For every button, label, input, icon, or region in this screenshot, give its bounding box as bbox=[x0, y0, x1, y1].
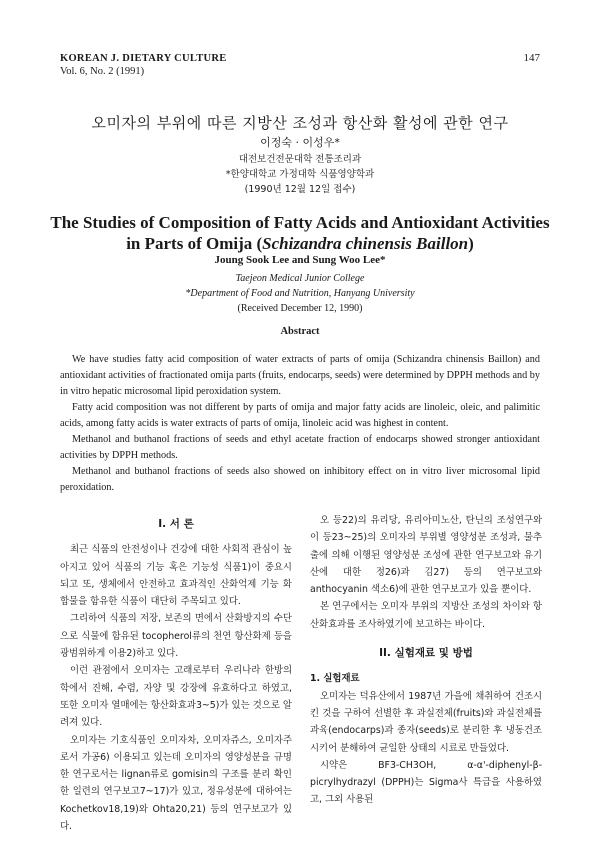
body-paragraph: 오 등22)의 유리당, 유리아미노산, 탄닌의 조성연구와 이 등23~25)의 오미자의 부위별 영양성분 조성과, 물추출에 의해 이행된 영양성분 조성에 관한 연구보고와 유기산에 대한 정26)과 김27) 등의 연구보고와 anthocyanin 색소6)에 관한 연구보고가 있을 뿐이다. bbox=[310, 515, 542, 596]
english-title-line-2 bbox=[40, 233, 560, 254]
abstract-paragraph-4: Methanol and buthanol fractions of seeds also showed on inhibitory effect on in vitro liver microsomal lipid peroxidation. bbox=[60, 466, 540, 493]
body-paragraph: 오미자는 덕유산에서 1987년 가을에 채취하여 건조시킨 것을 구하여 선별한 후 과실전체(fruits)와 과실전체를 과육(endocarps)과 종자(seeds)로 분리한 후 냉동건조시키어 분해하여 균일한 상태의 시료로 만들었다. bbox=[310, 690, 542, 754]
korean-affiliation-2: *한양대학교 가정대학 식품영양학과 bbox=[225, 169, 375, 180]
english-affiliations bbox=[40, 271, 560, 316]
abstract-heading: Abstract bbox=[280, 326, 320, 337]
section-heading-introduction: I. 서 론 bbox=[158, 518, 194, 530]
english-affiliation-2: *Department of Food and Nutrition, Hanyang University bbox=[185, 288, 415, 299]
title-text: in Parts of Omija ( bbox=[126, 234, 263, 253]
english-authors: Joung Sook Lee and Sung Woo Lee* bbox=[214, 254, 386, 266]
journal-name: KOREAN J. DIETARY CULTURE bbox=[60, 53, 227, 64]
subsection-heading-materials: 1. 실험재료 bbox=[310, 673, 360, 685]
body-column-left bbox=[60, 512, 292, 835]
body-paragraph: 시약은 BF3-CH3OH, α-α'-diphenyl-β-picrylhydrazyl (DPPH)는 Sigma사 특급을 사용하였고, 그외 사용된 bbox=[310, 759, 542, 806]
abstract-paragraph-2: Fatty acid composition was not different by parts of omija and major fatty acids are linoleic, oleic, and palimitic acids, among fatty acids is water extracts of parts of omija, linoleic acid was highest in content. bbox=[60, 402, 540, 429]
english-affiliation-1: Taejeon Medical Junior College bbox=[235, 273, 365, 284]
body-paragraph: 이런 관점에서 오미자는 고래로부터 우리나라 한방의학에서 진해, 수렴, 자양 및 강장에 유효하다고 하였고, 또한 오미자 열매에는 항산화효과3~5)가 있는 것으로 알려져 있다. bbox=[60, 665, 292, 729]
english-title-line-1: The Studies of Composition of Fatty Acids and Antioxidant Activities bbox=[50, 213, 550, 232]
abstract-body bbox=[60, 352, 540, 496]
spacer bbox=[310, 633, 542, 641]
body-paragraph: 오미자는 기호식품인 오미자차, 오미자쥬스, 오미자주로서 가공6) 이용되고 있는데 오미자의 영양성분을 규명한 연구로서는 lignan류로 gomisin의 구조를 분리 확인한 일련의 연구보고7~17)가 있고, 정유성분에 대하여는 Kochetkov18,19)와 Ohta20,21) 등의 연구보고가 있다. bbox=[60, 734, 292, 833]
korean-affiliations bbox=[40, 152, 560, 197]
section-heading-methods: II. 실험재료 및 방법 bbox=[379, 647, 473, 660]
title-text-end: ) bbox=[468, 234, 474, 253]
body-column-right bbox=[310, 512, 542, 809]
journal-header bbox=[60, 52, 227, 78]
english-title bbox=[40, 212, 560, 254]
body-paragraph: 최근 식품의 안전성이나 건강에 대한 사회적 관심이 높아지고 있어 식품의 기능 혹은 기능성 식품1)이 중요시 되고 또, 생체에서 안전하고 효과적인 산화억제 기능 화합물을 함유한 식품이 대단히 주목되고 있다. bbox=[60, 544, 292, 608]
page-number: 147 bbox=[523, 52, 540, 64]
korean-affiliation-1: 대전보건전문대학 전통조리과 bbox=[238, 154, 362, 165]
journal-volume: Vol. 6, No. 2 (1991) bbox=[60, 66, 145, 77]
english-received-date: (Received December 12, 1990) bbox=[237, 303, 363, 314]
korean-title: 오미자의 부위에 따른 지방산 조성과 항산화 활성에 관한 연구 bbox=[91, 114, 509, 132]
korean-received-date: (1990년 12월 12일 접수) bbox=[244, 184, 356, 195]
body-paragraph: 그리하여 식품의 저장, 보존의 면에서 산화방지의 수단으로 식물에 함유된 tocopherol류의 천연 항산화제 등을 광범위하게 이용2)하고 있다. bbox=[60, 613, 292, 660]
species-name: Schizandra chinensis Baillon bbox=[262, 234, 469, 253]
abstract-paragraph-3: Methanol and buthanol fractions of seeds and ethyl acetate fraction of endocarps showed stronger antioxidant activities by DPPH methods. bbox=[60, 434, 540, 461]
abstract-paragraph-1: We have studies fatty acid composition of water extracts of parts of omija (Schizandra chinensis Baillon) and antioxidant activities of fractionated omija parts (fruits, endocarps, seeds) were determined by DPPH methods and by in vitro hepatic microsomal lipid peroxidation system. bbox=[60, 354, 540, 397]
body-paragraph: 본 연구에서는 오미자 부위의 지방산 조성의 차이와 항산화효과를 조사하였기에 보고하는 바이다. bbox=[310, 601, 542, 630]
korean-authors: 이정숙 · 이성우* bbox=[260, 136, 340, 149]
